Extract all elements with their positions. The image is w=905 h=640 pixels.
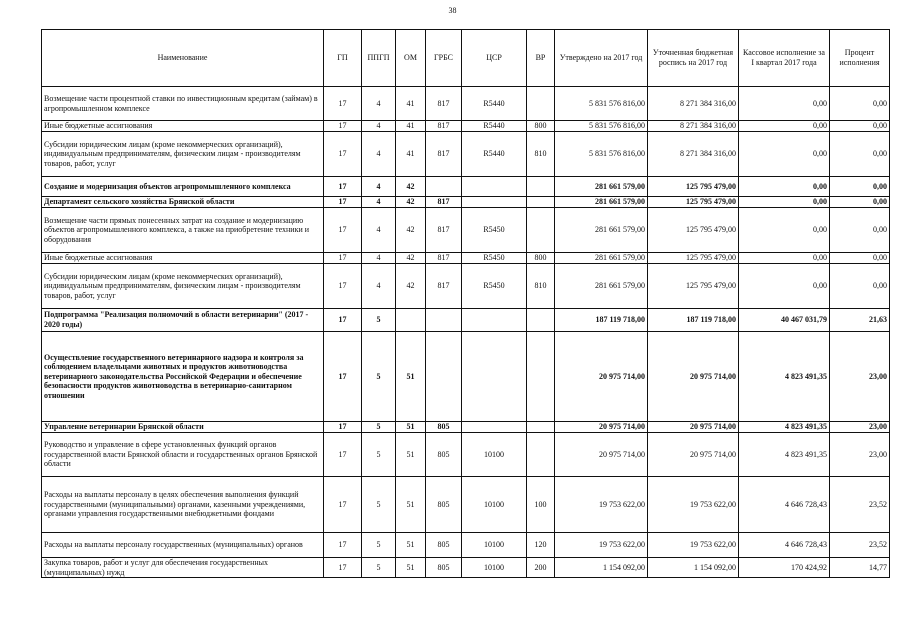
cell-executed: 4 823 491,35	[739, 422, 830, 433]
cell-gp: 17	[324, 422, 362, 433]
cell-name: Расходы на выплаты персоналу государственных (муниципальных) органов	[42, 533, 324, 558]
cell-executed: 0,00	[739, 87, 830, 121]
cell-ppgp: 5	[362, 533, 396, 558]
cell-approved: 5 831 576 816,00	[555, 87, 648, 121]
cell-approved: 19 753 622,00	[555, 533, 648, 558]
cell-vr	[527, 197, 555, 208]
cell-ppgp: 5	[362, 477, 396, 533]
cell-refined: 8 271 384 316,00	[648, 87, 739, 121]
header-executed: Кассовое исполнение за I квартал 2017 года	[739, 30, 830, 87]
cell-om: 41	[396, 121, 426, 132]
table-header-row	[42, 30, 890, 87]
table-row	[42, 208, 890, 253]
cell-grbs: 805	[426, 433, 462, 477]
table-row	[42, 533, 890, 558]
cell-grbs: 817	[426, 253, 462, 264]
header-ppgp: ППГП	[362, 30, 396, 87]
cell-refined: 187 119 718,00	[648, 309, 739, 332]
cell-percent: 0,00	[830, 208, 890, 253]
cell-vr	[527, 208, 555, 253]
header-approved: Утверждено на 2017 год	[555, 30, 648, 87]
cell-percent: 0,00	[830, 197, 890, 208]
cell-name: Подпрограмма "Реализация полномочий в области ветеринарии" (2017 - 2020 годы)	[42, 309, 324, 332]
cell-om: 42	[396, 264, 426, 309]
header-gp: ГП	[324, 30, 362, 87]
cell-executed: 0,00	[739, 132, 830, 177]
cell-name: Осуществление государственного ветеринарного надзора и контроля за соблюдением владельцами животных и продуктов животноводства ветеринарного законодательства Российской Федерации и обеспечение безопасности продуктов животноводства в ветеринарно-санитарном отношении	[42, 332, 324, 422]
cell-grbs	[426, 177, 462, 197]
cell-executed: 170 424,92	[739, 558, 830, 578]
cell-vr: 800	[527, 121, 555, 132]
cell-grbs: 805	[426, 558, 462, 578]
cell-executed: 0,00	[739, 121, 830, 132]
cell-csr: 10100	[462, 433, 527, 477]
table-row	[42, 433, 890, 477]
cell-om: 41	[396, 87, 426, 121]
cell-percent: 21,63	[830, 309, 890, 332]
cell-name: Департамент сельского хозяйства Брянской области	[42, 197, 324, 208]
cell-gp: 17	[324, 309, 362, 332]
cell-executed: 0,00	[739, 197, 830, 208]
cell-approved: 187 119 718,00	[555, 309, 648, 332]
cell-approved: 281 661 579,00	[555, 197, 648, 208]
table-row	[42, 121, 890, 132]
cell-approved: 19 753 622,00	[555, 477, 648, 533]
table-row	[42, 177, 890, 197]
cell-percent: 23,00	[830, 422, 890, 433]
cell-om	[396, 309, 426, 332]
cell-grbs: 817	[426, 197, 462, 208]
cell-refined: 20 975 714,00	[648, 332, 739, 422]
cell-refined: 8 271 384 316,00	[648, 132, 739, 177]
cell-approved: 20 975 714,00	[555, 332, 648, 422]
cell-ppgp: 5	[362, 309, 396, 332]
cell-name: Управление ветеринарии Брянской области	[42, 422, 324, 433]
cell-ppgp: 5	[362, 422, 396, 433]
cell-refined: 19 753 622,00	[648, 533, 739, 558]
cell-om: 41	[396, 132, 426, 177]
cell-gp: 17	[324, 332, 362, 422]
cell-refined: 20 975 714,00	[648, 422, 739, 433]
table-row	[42, 309, 890, 332]
cell-csr: R5440	[462, 87, 527, 121]
cell-refined: 125 795 479,00	[648, 197, 739, 208]
cell-vr	[527, 433, 555, 477]
cell-csr: R5440	[462, 132, 527, 177]
cell-percent: 0,00	[830, 264, 890, 309]
cell-om: 51	[396, 433, 426, 477]
cell-ppgp: 5	[362, 433, 396, 477]
cell-ppgp: 5	[362, 332, 396, 422]
cell-csr: R5450	[462, 253, 527, 264]
cell-om: 51	[396, 558, 426, 578]
table-row	[42, 264, 890, 309]
cell-om: 51	[396, 533, 426, 558]
cell-csr: 10100	[462, 558, 527, 578]
cell-ppgp: 4	[362, 264, 396, 309]
cell-ppgp: 5	[362, 558, 396, 578]
cell-name: Субсидии юридическим лицам (кроме некоммерческих организаций), индивидуальным предпринимателям, физическим лицам - производителям товаров, работ, услуг	[42, 132, 324, 177]
cell-gp: 17	[324, 253, 362, 264]
cell-csr	[462, 197, 527, 208]
cell-grbs	[426, 332, 462, 422]
cell-gp: 17	[324, 197, 362, 208]
cell-name: Иные бюджетные ассигнования	[42, 253, 324, 264]
cell-refined: 125 795 479,00	[648, 177, 739, 197]
cell-percent: 0,00	[830, 177, 890, 197]
cell-gp: 17	[324, 533, 362, 558]
cell-vr: 200	[527, 558, 555, 578]
table-row	[42, 558, 890, 578]
cell-executed: 4 646 728,43	[739, 533, 830, 558]
table-row	[42, 87, 890, 121]
cell-gp: 17	[324, 208, 362, 253]
cell-approved: 20 975 714,00	[555, 433, 648, 477]
cell-ppgp: 4	[362, 253, 396, 264]
cell-csr	[462, 309, 527, 332]
cell-name: Руководство и управление в сфере установленных функций органов государственной власти Брянской области и государственных органов Брянской области	[42, 433, 324, 477]
header-name: Наименование	[42, 30, 324, 87]
table-row	[42, 197, 890, 208]
cell-grbs: 805	[426, 477, 462, 533]
cell-gp: 17	[324, 87, 362, 121]
cell-om: 42	[396, 253, 426, 264]
cell-percent: 0,00	[830, 132, 890, 177]
cell-approved: 1 154 092,00	[555, 558, 648, 578]
header-vr: ВР	[527, 30, 555, 87]
cell-om: 51	[396, 332, 426, 422]
cell-ppgp: 4	[362, 177, 396, 197]
cell-name: Иные бюджетные ассигнования	[42, 121, 324, 132]
cell-approved: 281 661 579,00	[555, 208, 648, 253]
cell-csr: R5440	[462, 121, 527, 132]
cell-approved: 5 831 576 816,00	[555, 132, 648, 177]
cell-grbs: 805	[426, 422, 462, 433]
cell-name: Закупка товаров, работ и услуг для обеспечения государственных (муниципальных) нужд	[42, 558, 324, 578]
cell-csr: 10100	[462, 533, 527, 558]
table-row	[42, 132, 890, 177]
cell-approved: 281 661 579,00	[555, 264, 648, 309]
cell-gp: 17	[324, 264, 362, 309]
cell-vr: 810	[527, 132, 555, 177]
cell-percent: 23,00	[830, 332, 890, 422]
cell-refined: 20 975 714,00	[648, 433, 739, 477]
cell-executed: 0,00	[739, 264, 830, 309]
cell-gp: 17	[324, 433, 362, 477]
cell-vr	[527, 332, 555, 422]
cell-gp: 17	[324, 132, 362, 177]
header-grbs: ГРБС	[426, 30, 462, 87]
table-row	[42, 422, 890, 433]
budget-table	[41, 29, 890, 578]
cell-executed: 4 823 491,35	[739, 433, 830, 477]
cell-csr: 10100	[462, 477, 527, 533]
cell-approved: 281 661 579,00	[555, 177, 648, 197]
cell-vr	[527, 177, 555, 197]
cell-refined: 1 154 092,00	[648, 558, 739, 578]
cell-percent: 23,52	[830, 477, 890, 533]
cell-executed: 0,00	[739, 177, 830, 197]
cell-grbs: 805	[426, 533, 462, 558]
cell-vr: 800	[527, 253, 555, 264]
cell-om: 42	[396, 177, 426, 197]
cell-grbs: 817	[426, 121, 462, 132]
cell-om: 42	[396, 208, 426, 253]
cell-grbs: 817	[426, 208, 462, 253]
cell-name: Возмещение части прямых понесенных затрат на создание и модернизацию объектов агропромышленного комплекса, а также на приобретение техники и оборудования	[42, 208, 324, 253]
header-refined: Уточненная бюджетная роспись на 2017 год	[648, 30, 739, 87]
cell-ppgp: 4	[362, 121, 396, 132]
cell-om: 42	[396, 197, 426, 208]
cell-vr: 120	[527, 533, 555, 558]
cell-vr: 810	[527, 264, 555, 309]
cell-vr	[527, 87, 555, 121]
header-percent: Процент исполнения	[830, 30, 890, 87]
cell-refined: 125 795 479,00	[648, 264, 739, 309]
cell-ppgp: 4	[362, 87, 396, 121]
cell-refined: 8 271 384 316,00	[648, 121, 739, 132]
table-row	[42, 477, 890, 533]
cell-gp: 17	[324, 121, 362, 132]
cell-executed: 40 467 031,79	[739, 309, 830, 332]
table-row	[42, 332, 890, 422]
cell-om: 51	[396, 477, 426, 533]
cell-vr	[527, 422, 555, 433]
cell-csr: R5450	[462, 208, 527, 253]
cell-grbs: 817	[426, 87, 462, 121]
cell-gp: 17	[324, 177, 362, 197]
cell-gp: 17	[324, 558, 362, 578]
cell-ppgp: 4	[362, 132, 396, 177]
cell-refined: 125 795 479,00	[648, 253, 739, 264]
cell-percent: 0,00	[830, 87, 890, 121]
cell-grbs: 817	[426, 132, 462, 177]
header-csr: ЦСР	[462, 30, 527, 87]
cell-csr: R5450	[462, 264, 527, 309]
cell-percent: 0,00	[830, 121, 890, 132]
cell-grbs	[426, 309, 462, 332]
cell-executed: 0,00	[739, 253, 830, 264]
cell-vr	[527, 309, 555, 332]
cell-refined: 19 753 622,00	[648, 477, 739, 533]
cell-refined: 125 795 479,00	[648, 208, 739, 253]
cell-name: Создание и модернизация объектов агропромышленного комплекса	[42, 177, 324, 197]
cell-csr	[462, 332, 527, 422]
cell-ppgp: 4	[362, 197, 396, 208]
table-row	[42, 253, 890, 264]
cell-vr: 100	[527, 477, 555, 533]
cell-approved: 5 831 576 816,00	[555, 121, 648, 132]
cell-grbs: 817	[426, 264, 462, 309]
cell-name: Возмещение части процентной ставки по инвестиционным кредитам (займам) в агропромышленном комплексе	[42, 87, 324, 121]
cell-csr	[462, 422, 527, 433]
cell-name: Субсидии юридическим лицам (кроме некоммерческих организаций), индивидуальным предпринимателям, физическим лицам - производителям товаров, работ, услуг	[42, 264, 324, 309]
cell-executed: 4 646 728,43	[739, 477, 830, 533]
cell-name: Расходы на выплаты персоналу в целях обеспечения выполнения функций государственными (муниципальными) органами, казенными учреждениями, органами управления государственными внебюджетными фондами	[42, 477, 324, 533]
cell-csr	[462, 177, 527, 197]
page-number: 38	[448, 6, 457, 15]
cell-percent: 23,52	[830, 533, 890, 558]
cell-executed: 0,00	[739, 208, 830, 253]
cell-approved: 20 975 714,00	[555, 422, 648, 433]
cell-om: 51	[396, 422, 426, 433]
cell-percent: 0,00	[830, 253, 890, 264]
cell-percent: 14,77	[830, 558, 890, 578]
cell-approved: 281 661 579,00	[555, 253, 648, 264]
cell-gp: 17	[324, 477, 362, 533]
cell-ppgp: 4	[362, 208, 396, 253]
cell-percent: 23,00	[830, 433, 890, 477]
cell-executed: 4 823 491,35	[739, 332, 830, 422]
header-om: ОМ	[396, 30, 426, 87]
